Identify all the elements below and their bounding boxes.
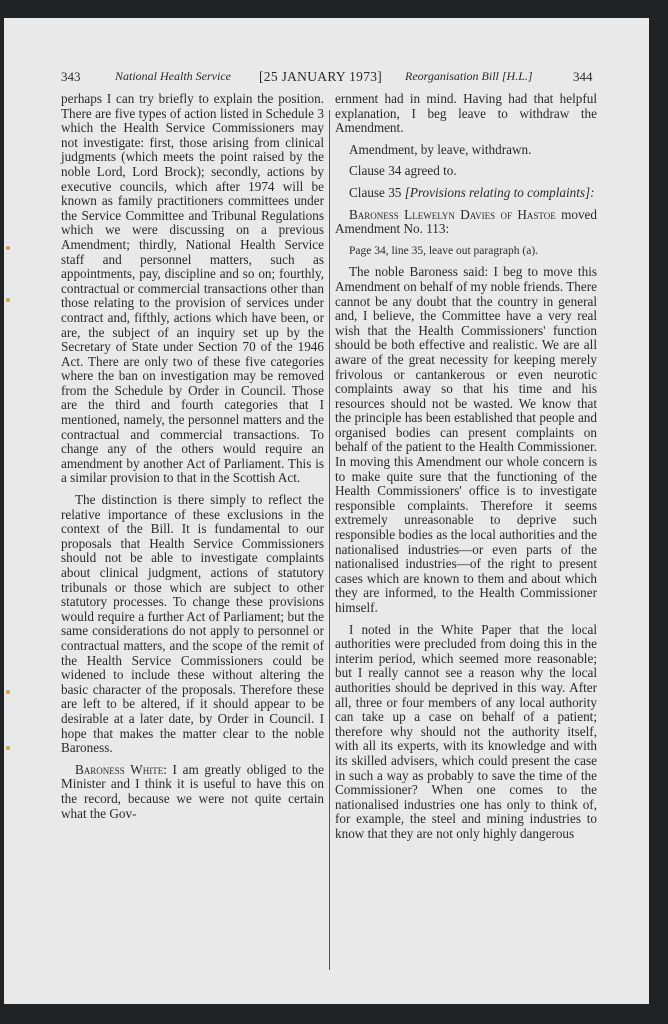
margin-mark	[6, 746, 10, 750]
margin-mark	[6, 298, 10, 302]
right-page-number: 344	[573, 69, 593, 84]
right-paragraph-2: The noble Baroness said: I beg to move this Amendment on behalf of my noble friends. There cannot be any doubt that the country in general and, I believe, the Committee have a very real wish that the Health Commissioners' function should be both effective and realistic. We are all aware of the great necessity for keeping merely frivolous or cantankerous or even neurotic complaints away so that his time and his resources should not be wasted. We know that the principle has been established that people and organised bodies can present complaints on behalf of the patient to the Health Commissioner. In moving this Amendment our whole concern is to make quite sure that the functioning of the Health Commissioners' office is to investigate responsible complaints. Therefore it seems extremely unreasonable to deprive such responsible bodies as the local authorities and the nationalised industries—or even parts of the nationalised industries—of the right to present cases which are known to them and about which they are informed, to the Health Commissioner himself.	[335, 264, 597, 615]
right-column	[335, 92, 597, 849]
column-divider	[329, 110, 330, 970]
left-column	[61, 92, 324, 828]
document-page	[4, 18, 649, 1004]
mover-line	[335, 208, 597, 237]
clause-heading	[335, 186, 597, 201]
clause-label: Clause 35	[349, 184, 402, 200]
right-running-title: Reorganisation Bill [H.L.]	[405, 69, 533, 83]
header-date: [25 JANUARY 1973]	[259, 69, 383, 84]
page-header	[4, 66, 649, 88]
left-running-title: National Health Service	[115, 69, 231, 83]
speaker-name: Baroness White:	[75, 761, 167, 777]
left-paragraph-1: perhaps I can try briefly to explain the position. There are five types of action listed in Schedule 3 which the Health Service Commissioners may not investigate: first, those arising from clinical judgments (which meets the point raised by the noble Lord, Lord Brock); secondly, actions by executive councils, which after 1974 will be known as family practitioners committees under the Service Committee and Tribunal Regulations which we were discussing on a previous Amendment; thirdly, National Health Service staff and personnel matters, such as appointments, pay, discipline and so on; fourthly, contractual or commercial transactions other than those relating to the provision of services under contract and, fifthly, actions which have been, or are, the subject of an inquiry set up by the Secretary of State under Section 70 of the 1946 Act. There are only two of these five categories where the ban on investigation may be removed from the Schedule by Order in Council. Those are the third and fourth categories that I mentioned, namely, the personnel matters and the contractual and commercial transactions. To change any of the others would require an amendment by another Act of Parliament. This is a similar provision to that in the Scottish Act.	[61, 91, 324, 486]
margin-mark	[6, 246, 10, 250]
amendment-withdrawn: Amendment, by leave, withdrawn.	[349, 141, 532, 157]
margin-mark	[6, 690, 10, 694]
right-paragraph-3: I noted in the White Paper that the local authorities were precluded from doing this in the interim period, which seemed more reasonable; but I really cannot see a reason why the local authorities should be deprived in this way. After all, three or four members of any local authority can take up a case on behalf of a patient; therefore why should not the authority itself, with all its experts, with its knowledge and with its skilled advisers, which could present the case in such a way as probably to save the time of the Commissioner? When one comes to the nationalised industries one has only to think of, for example, the steel and mining industries to know that they are not only highly dangerous	[335, 621, 597, 841]
mover-name: Baroness Llewelyn Davies of Hastoe	[349, 206, 556, 222]
speech-text: I am greatly obliged to the Minister and I think it is useful to have this on the record, because we were not quite certain what the Gov-	[61, 761, 325, 821]
amendment-text: Page 34, line 35, leave out paragraph (a).	[349, 244, 539, 257]
clause-agreed: Clause 34 agreed to.	[349, 163, 457, 179]
left-paragraph-3	[61, 763, 324, 821]
mover-text: moved Amendment No. 113:	[335, 206, 597, 237]
left-page-number: 343	[61, 69, 81, 84]
right-paragraph-1: ernment had in mind. Having had that helpful explanation, I beg leave to withdraw the Amendment.	[335, 91, 597, 136]
left-paragraph-2: The distinction is there simply to reflect the relative importance of these exclusions in the context of the Bill. It is fundamental to our proposals that Health Service Commissioners should not be able to investigate complaints about clinical judgment, actions of statutory tribunals or those which are subject to other statutory processes. To change these provisions would require a further Act of Parliament; but the same considerations do not apply to personnel or contractual matters, and the scope of the remit of the Health Service Commissioners could be widened to include these without altering the basic character of the proposals. Therefore these are left to be altered, if it should appear to be desirable at a later date, by Order in Council. I hope that makes the matter clear to the noble Baroness.	[61, 492, 324, 756]
clause-title: [Provisions relating to complaints]:	[404, 184, 595, 200]
